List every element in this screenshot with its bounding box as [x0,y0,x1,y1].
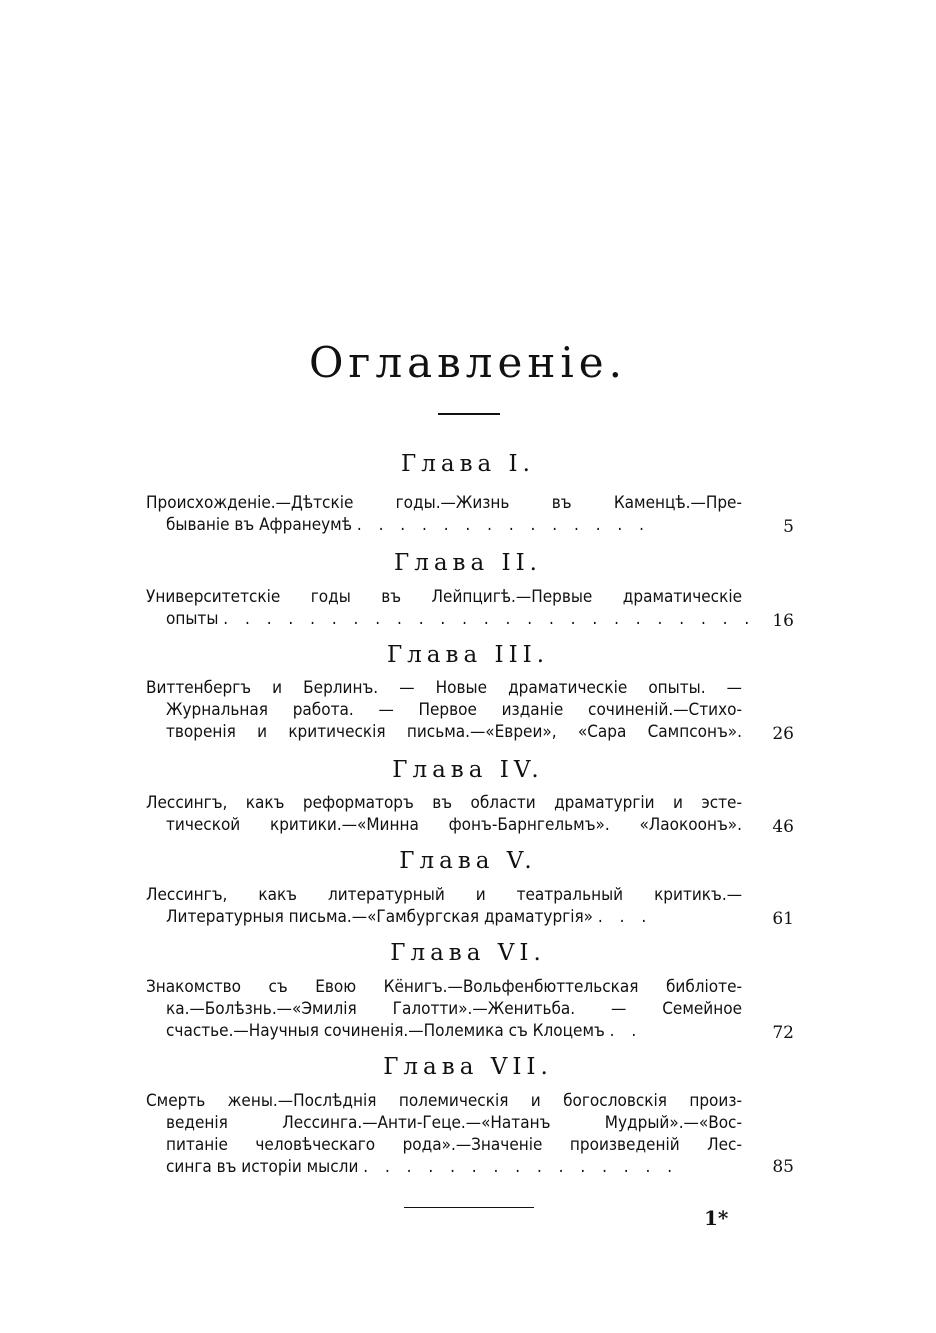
toc-entry-5 [146,884,794,928]
toc-entry-6 [146,976,794,1042]
toc-line: веденія Лессинга.—Анти-Геце.—«Натанъ Мудрый».—«Вос- [166,1113,742,1133]
toc-line: Происхожденіе.—Дѣтскіе годы.—Жизнь въ Каменцѣ.—Пре- [146,493,742,513]
toc-line: Знакомство съ Евою Кёнигъ.—Вольфенбюттельская библіоте- [146,977,742,997]
toc-line: Виттенбергъ и Берлинъ. — Новые драматическіе опыты. — [146,678,742,698]
dot-leader: . . . . . . . . . . . . . . [356,515,650,535]
title-divider [438,413,500,415]
chapter-heading-5: Глава V. [399,848,537,874]
toc-entry-2 [146,586,794,630]
toc-line: Лессингъ, какъ реформаторъ въ области драматургіи и эсте- [146,793,742,813]
page-number: 5 [783,517,794,537]
toc-line: бываніе въ Афранеумѣ . . . . . . . . . . . . . . [166,515,650,535]
toc-line: творенія и критическія письма.—«Евреи», «Сара Сампсонъ». [166,722,742,742]
dot-leader: . . [609,1021,643,1041]
chapter-heading-7: Глава VII. [383,1054,553,1080]
page-number: 85 [772,1157,794,1177]
toc-line: счастье.—Научныя сочиненія.—Полемика съ Клоцемъ . . [166,1021,643,1041]
page-number: 16 [772,611,794,631]
signature-mark: 1* [704,1206,729,1230]
toc-line: тической критики.—«Минна фонъ-Барнгельмъ». «Лаокоонъ». [166,815,742,835]
page-number: 72 [772,1023,794,1043]
dot-leader: . . . . . . . . . . . . . . . . . . . . . . . . . [223,609,756,629]
toc-entry-3 [146,677,794,743]
toc-line: Литературныя письма.—«Гамбургская драматургія» . . . [166,907,653,927]
page-number: 61 [772,909,794,929]
toc-entry-1 [146,492,794,536]
chapter-heading-1: Глава I. [401,451,535,477]
toc-line: опыты . . . . . . . . . . . . . . . . . . . . . . . . . [166,609,756,629]
toc-line: Смерть жены.—Послѣднія полемическія и богословскія произ- [146,1091,742,1111]
toc-line: питаніе человѣческаго рода».—Значеніе произведеній Лес- [166,1135,742,1155]
toc-line: ка.—Болѣзнь.—«Эмилія Галотти».—Женитьба. — Семейное [166,999,742,1019]
dot-leader: . . . . . . . . . . . . . . . [363,1157,679,1177]
toc-line: Университетскіе годы въ Лейпцигѣ.—Первые драматическіе [146,587,742,607]
page-number: 46 [772,817,794,837]
page-title: Оглавленіе. [309,338,627,387]
page-number: 26 [772,724,794,744]
toc-entry-7 [146,1090,794,1178]
toc-line: Лессингъ, какъ литературный и театральный критикъ.— [146,885,742,905]
toc-line: Журнальная работа. — Первое изданіе сочиненій.—Стихо- [166,700,742,720]
chapter-heading-2: Глава II. [393,550,542,576]
toc-line: синга въ исторіи мысли . . . . . . . . . . . . . . . [166,1157,679,1177]
chapter-heading-3: Глава III. [386,642,550,668]
chapter-heading-6: Глава VI. [390,940,546,966]
chapter-heading-4: Глава IV. [392,757,544,783]
footer-divider [404,1207,534,1208]
toc-entry-4 [146,792,794,836]
dot-leader: . . . [597,907,653,927]
